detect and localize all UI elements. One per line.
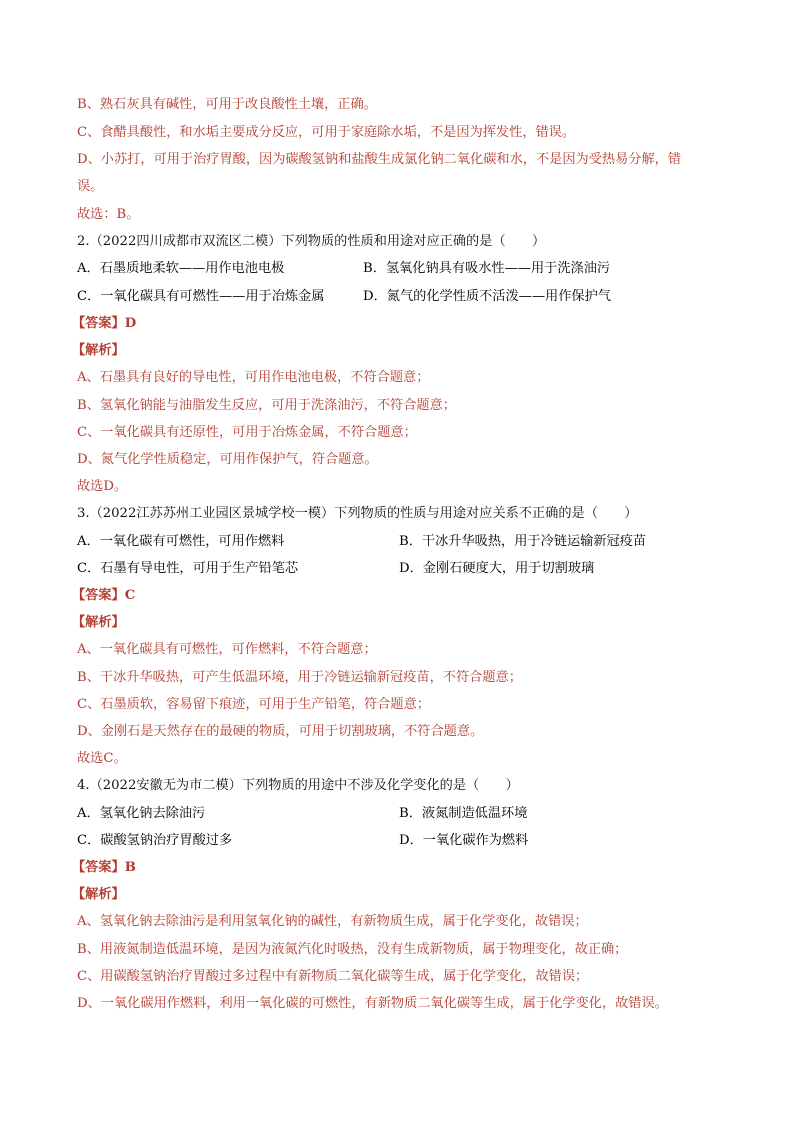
q2-analysis-d: D、氮气化学性质稳定，可用作保护气，符合题意。 [77, 452, 378, 467]
q2-stem: 2.（2022四川成都市双流区二模）下列物质的性质和用途对应正确的是（ ） [77, 234, 546, 249]
q2-analysis-c: C、一氧化碳具有还原性，可用于冶炼金属，不符合题意； [77, 425, 417, 440]
q4-option-a: A．氢氧化钠去除油污 [77, 806, 206, 821]
q2-analysis-b: B、氢氧化钠能与油脂发生反应，可用于洗涤油污，不符合题意； [77, 398, 456, 413]
q2-analysis-heading: 【解析】 [72, 343, 125, 358]
q1-choice: 故选：B。 [77, 207, 140, 222]
q3-option-b: B．干冰升华吸热，用于冷链运输新冠疫苗 [399, 534, 647, 549]
q4-answer: 【答案】B [72, 860, 136, 875]
q2-choice: 故选D。 [77, 479, 128, 494]
q4-analysis-heading: 【解析】 [72, 887, 125, 902]
q4-option-b: B．液氮制造低温环境 [399, 806, 528, 821]
q1-analysis-d-line1: D、小苏打，可用于治疗胃酸，因为碳酸氢钠和盐酸生成氯化钠二氧化碳和水，不是因为受热易分解，错 [77, 152, 682, 167]
q2-option-d: D．氮气的化学性质不活泼——用作保护气 [363, 289, 611, 304]
q3-option-d: D．金刚石硬度大，用于切割玻璃 [399, 561, 595, 576]
q2-option-c: C．一氧化碳具有可燃性——用于冶炼金属 [77, 289, 325, 304]
q4-analysis-a: A、氢氧化钠去除油污是利用氢氧化钠的碱性，有新物质生成，属于化学变化，故错误； [77, 914, 588, 929]
q3-option-c: C．石墨有导电性，可用于生产铅笔芯 [77, 561, 299, 576]
q2-answer: 【答案】D [72, 316, 137, 331]
q3-choice: 故选C。 [77, 751, 127, 766]
q3-answer: 【答案】C [72, 588, 136, 603]
q3-option-a: A．一氧化碳有可燃性，可用作燃料 [77, 534, 285, 549]
q1-analysis-d-line2: 误。 [77, 179, 104, 194]
q4-analysis-d: D、一氧化碳用作燃料，利用一氧化碳的可燃性，有新物质二氧化碳等生成，属于化学变化，故错误。 [77, 996, 668, 1011]
q4-option-c: C．碳酸氢钠治疗胃酸过多 [77, 833, 233, 848]
q4-analysis-b: B、用液氮制造低温环境，是因为液氮汽化时吸热，没有生成新物质，属于物理变化，故正确； [77, 942, 628, 957]
q4-option-d: D．一氧化碳作为燃料 [399, 833, 529, 848]
q2-option-a: A．石墨质地柔软——用作电池电极 [77, 261, 285, 276]
q3-analysis-heading: 【解析】 [72, 615, 125, 630]
q3-analysis-c: C、石墨质软，容易留下痕迹，可用于生产铅笔，符合题意； [77, 697, 430, 712]
q3-stem: 3.（2022江苏苏州工业园区景城学校一模）下列物质的性质与用途对应关系不正确的是（ ） [77, 506, 638, 521]
q2-option-b: B．氢氧化钠具有吸水性——用于洗涤油污 [363, 261, 611, 276]
q4-analysis-c: C、用碳酸氢钠治疗胃酸过多过程中有新物质二氧化碳等生成，属于化学变化，故错误； [77, 969, 589, 984]
q3-analysis-b: B、干冰升华吸热，可产生低温环境，用于冷链运输新冠疫苗，不符合题意； [77, 670, 522, 685]
q1-analysis-c: C、食醋具酸性，和水垢主要成分反应，可用于家庭除水垢，不是因为挥发性，错误。 [77, 125, 576, 140]
q2-analysis-a: A、石墨具有良好的导电性，可用作电池电极，不符合题意； [77, 370, 430, 385]
q1-analysis-b: B、熟石灰具有碱性，可用于改良酸性土壤，正确。 [77, 97, 377, 112]
q3-analysis-d: D、金刚石是天然存在的最硬的物质，可用于切割玻璃，不符合题意。 [77, 724, 484, 739]
q4-stem: 4.（2022安徽无为市二模）下列物质的用途中不涉及化学变化的是（ ） [77, 778, 519, 793]
q3-analysis-a: A、一氧化碳具有可燃性，可作燃料，不符合题意； [77, 642, 377, 657]
